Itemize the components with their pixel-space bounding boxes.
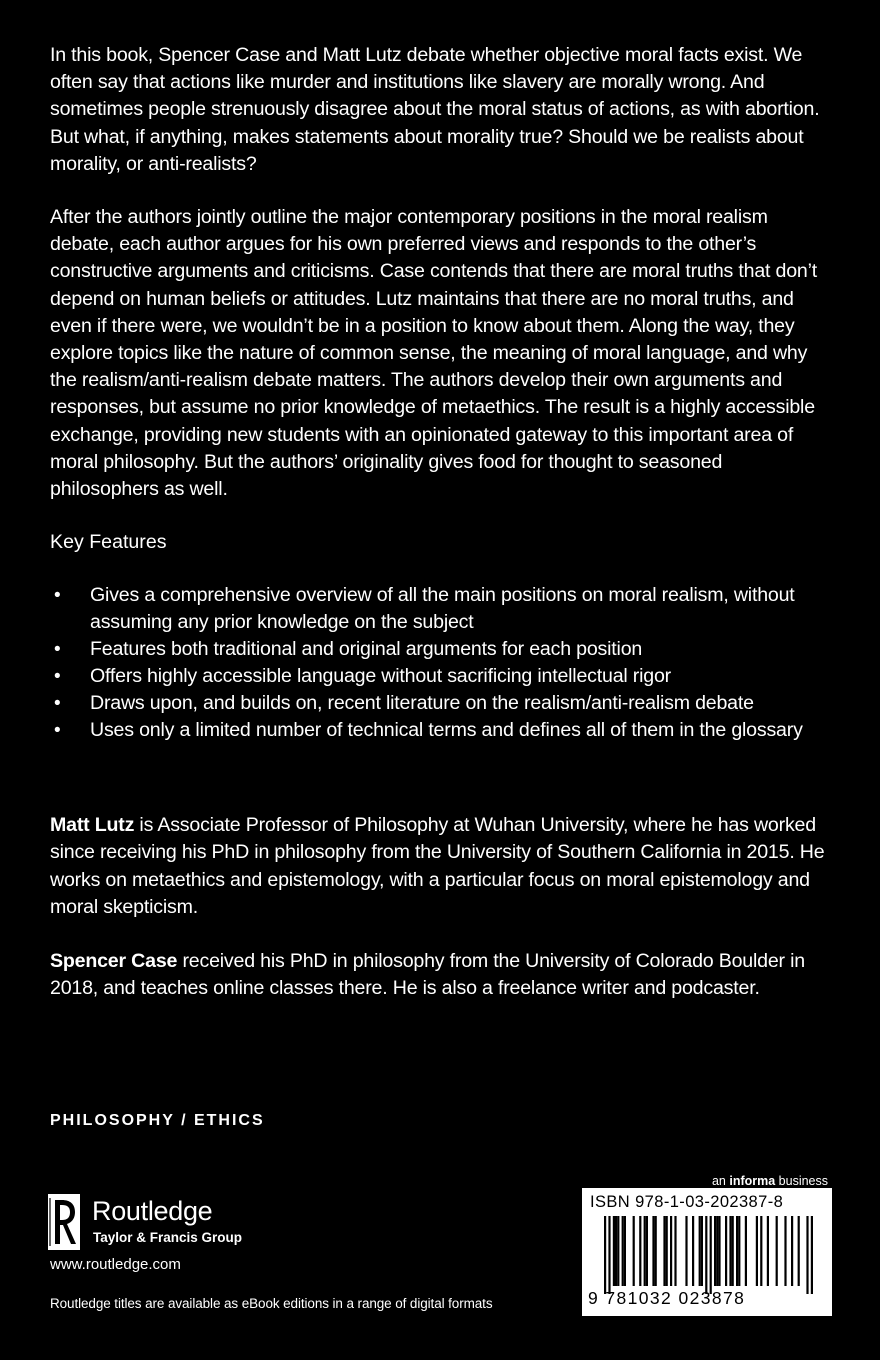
feature-item [50, 582, 830, 636]
barcode-bar [760, 1216, 762, 1286]
intro-paragraph: In this book, Spencer Case and Matt Lutz debate whether objective moral facts exist. We often say that actions like murder and institutions like slavery are morally wrong. And sometimes people strenuously disagree about the moral status of actions, as with abortion. But what, if anything, makes statements about morality true? Should we be realists about morality, or anti-realists? [50, 44, 820, 175]
barcode-bar [738, 1216, 740, 1286]
barcode-bar [674, 1216, 676, 1286]
feature-text: Gives a comprehensive overview of all the main positions on moral realism, without assuming any prior knowledge on the subject [90, 584, 795, 634]
author-name: Spencer Case [50, 950, 178, 973]
ebook-availability-note: Routledge titles are available as eBook editions in a range of digital formats [50, 1296, 493, 1311]
publisher-website[interactable]: www.routledge.com [50, 1256, 181, 1273]
back-cover-text [50, 42, 830, 1002]
barcode-bar [729, 1216, 731, 1286]
feature-text: Uses only a limited number of technical terms and defines all of them in the glossary [90, 719, 803, 742]
feature-item [50, 636, 830, 663]
barcode-bar [685, 1216, 687, 1286]
feature-item [50, 690, 830, 717]
barcode-bar [767, 1216, 769, 1286]
feature-text: Draws upon, and builds on, recent literature on the realism/anti-realism debate [90, 692, 754, 715]
barcode-bar [811, 1216, 813, 1294]
publisher-name: Routledge [92, 1196, 213, 1226]
summary-paragraph: After the authors jointly outline the major contemporary positions in the moral realism debate, each author argues for his own preferred views and responds to the other’s constructive arguments and criticisms. Case contends that there are moral truths that don’t depend on human beliefs or attitudes. Lutz maintains that there are no moral truths, and even if there were, we wouldn’t be in a position to know about them. Along the way, they explore topics like the nature of common sense, the meaning of moral language, and why the realism/anti-realism debate matters. The authors develop their own arguments and responses, but assume no prior knowledge of metaethics. The result is a highly accessible exchange, providing new students with an opinionated gateway to this important area of moral philosophy. But the authors’ originality gives food for thought to seasoned philosophers as well. [50, 206, 818, 501]
feature-item [50, 663, 830, 690]
barcode-bar [633, 1216, 635, 1286]
barcode-bar [732, 1216, 734, 1286]
barcode-bar [716, 1216, 718, 1286]
bullet-icon: • [54, 720, 61, 742]
barcode-bar [736, 1216, 738, 1286]
feature-text: Offers highly accessible language without sacrificing intellectual rigor [90, 665, 671, 688]
informa-business-label: an informa business [711, 1174, 828, 1188]
barcode-bar [644, 1216, 646, 1286]
author-bio-text: is Associate Professor of Philosophy at Wuhan University, where he has worked since receiving his PhD in philosophy from the University of Southern California in 2015. He works on metaethics and epistemology, with a particular focus on moral epistemology and moral skepticism. [50, 814, 825, 918]
barcode-bar [806, 1216, 808, 1294]
barcode-bar [666, 1216, 668, 1286]
barcode-bar [714, 1216, 716, 1286]
barcode-bar [652, 1216, 654, 1286]
publisher-logo [48, 1194, 288, 1252]
barcode-bar [798, 1216, 800, 1286]
key-features-list [50, 582, 830, 744]
author-bio-lutz [50, 812, 830, 921]
key-features-title: Key Features [50, 531, 167, 554]
barcode-bar [776, 1216, 778, 1286]
author-bio-case [50, 948, 830, 1002]
barcode-bar [699, 1216, 701, 1286]
bullet-icon: • [54, 666, 61, 688]
barcode-bar [622, 1216, 624, 1286]
barcode-bar [710, 1216, 712, 1294]
barcode-bar [784, 1216, 786, 1286]
feature-text: Features both traditional and original arguments for each position [90, 638, 643, 661]
barcode-bar [663, 1216, 665, 1286]
barcode-bar [692, 1216, 694, 1286]
barcode-bar [604, 1216, 606, 1294]
author-bio-text: received his PhD in philosophy from the University of Colorado Boulder in 2018, and teaches online classes there. He is also a freelance writer and podcaster. [50, 950, 805, 1000]
bullet-icon: • [54, 585, 61, 607]
barcode-bar [670, 1216, 672, 1286]
barcode-bars [590, 1216, 824, 1294]
barcode-digits: 9 781032 023878 [588, 1288, 746, 1308]
isbn-label: ISBN 978-1-03-202387-8 [590, 1193, 784, 1211]
barcode-bar [745, 1216, 747, 1286]
barcode-bar [756, 1216, 758, 1286]
barcode-bar [617, 1216, 619, 1286]
barcode-bar [639, 1216, 641, 1286]
author-name: Matt Lutz [50, 814, 135, 837]
barcode-bar [608, 1216, 610, 1294]
barcode-bar [646, 1216, 648, 1286]
routledge-r-logo-icon [48, 1194, 80, 1250]
bullet-icon: • [54, 693, 61, 715]
isbn-barcode [582, 1188, 832, 1316]
barcode-bar [705, 1216, 707, 1294]
barcode-bar [725, 1216, 727, 1286]
barcode-bar [791, 1216, 793, 1286]
barcode-bar [613, 1216, 615, 1286]
barcode-bar [655, 1216, 657, 1286]
bullet-icon: • [54, 639, 61, 661]
feature-item [50, 717, 830, 744]
barcode-bar [615, 1216, 617, 1286]
publisher-group: Taylor & Francis Group [93, 1230, 243, 1245]
barcode-bar [718, 1216, 720, 1286]
subject-category: PHILOSOPHY / ETHICS [50, 1112, 265, 1129]
barcode-bar [701, 1216, 703, 1286]
barcode-bar [624, 1216, 626, 1286]
